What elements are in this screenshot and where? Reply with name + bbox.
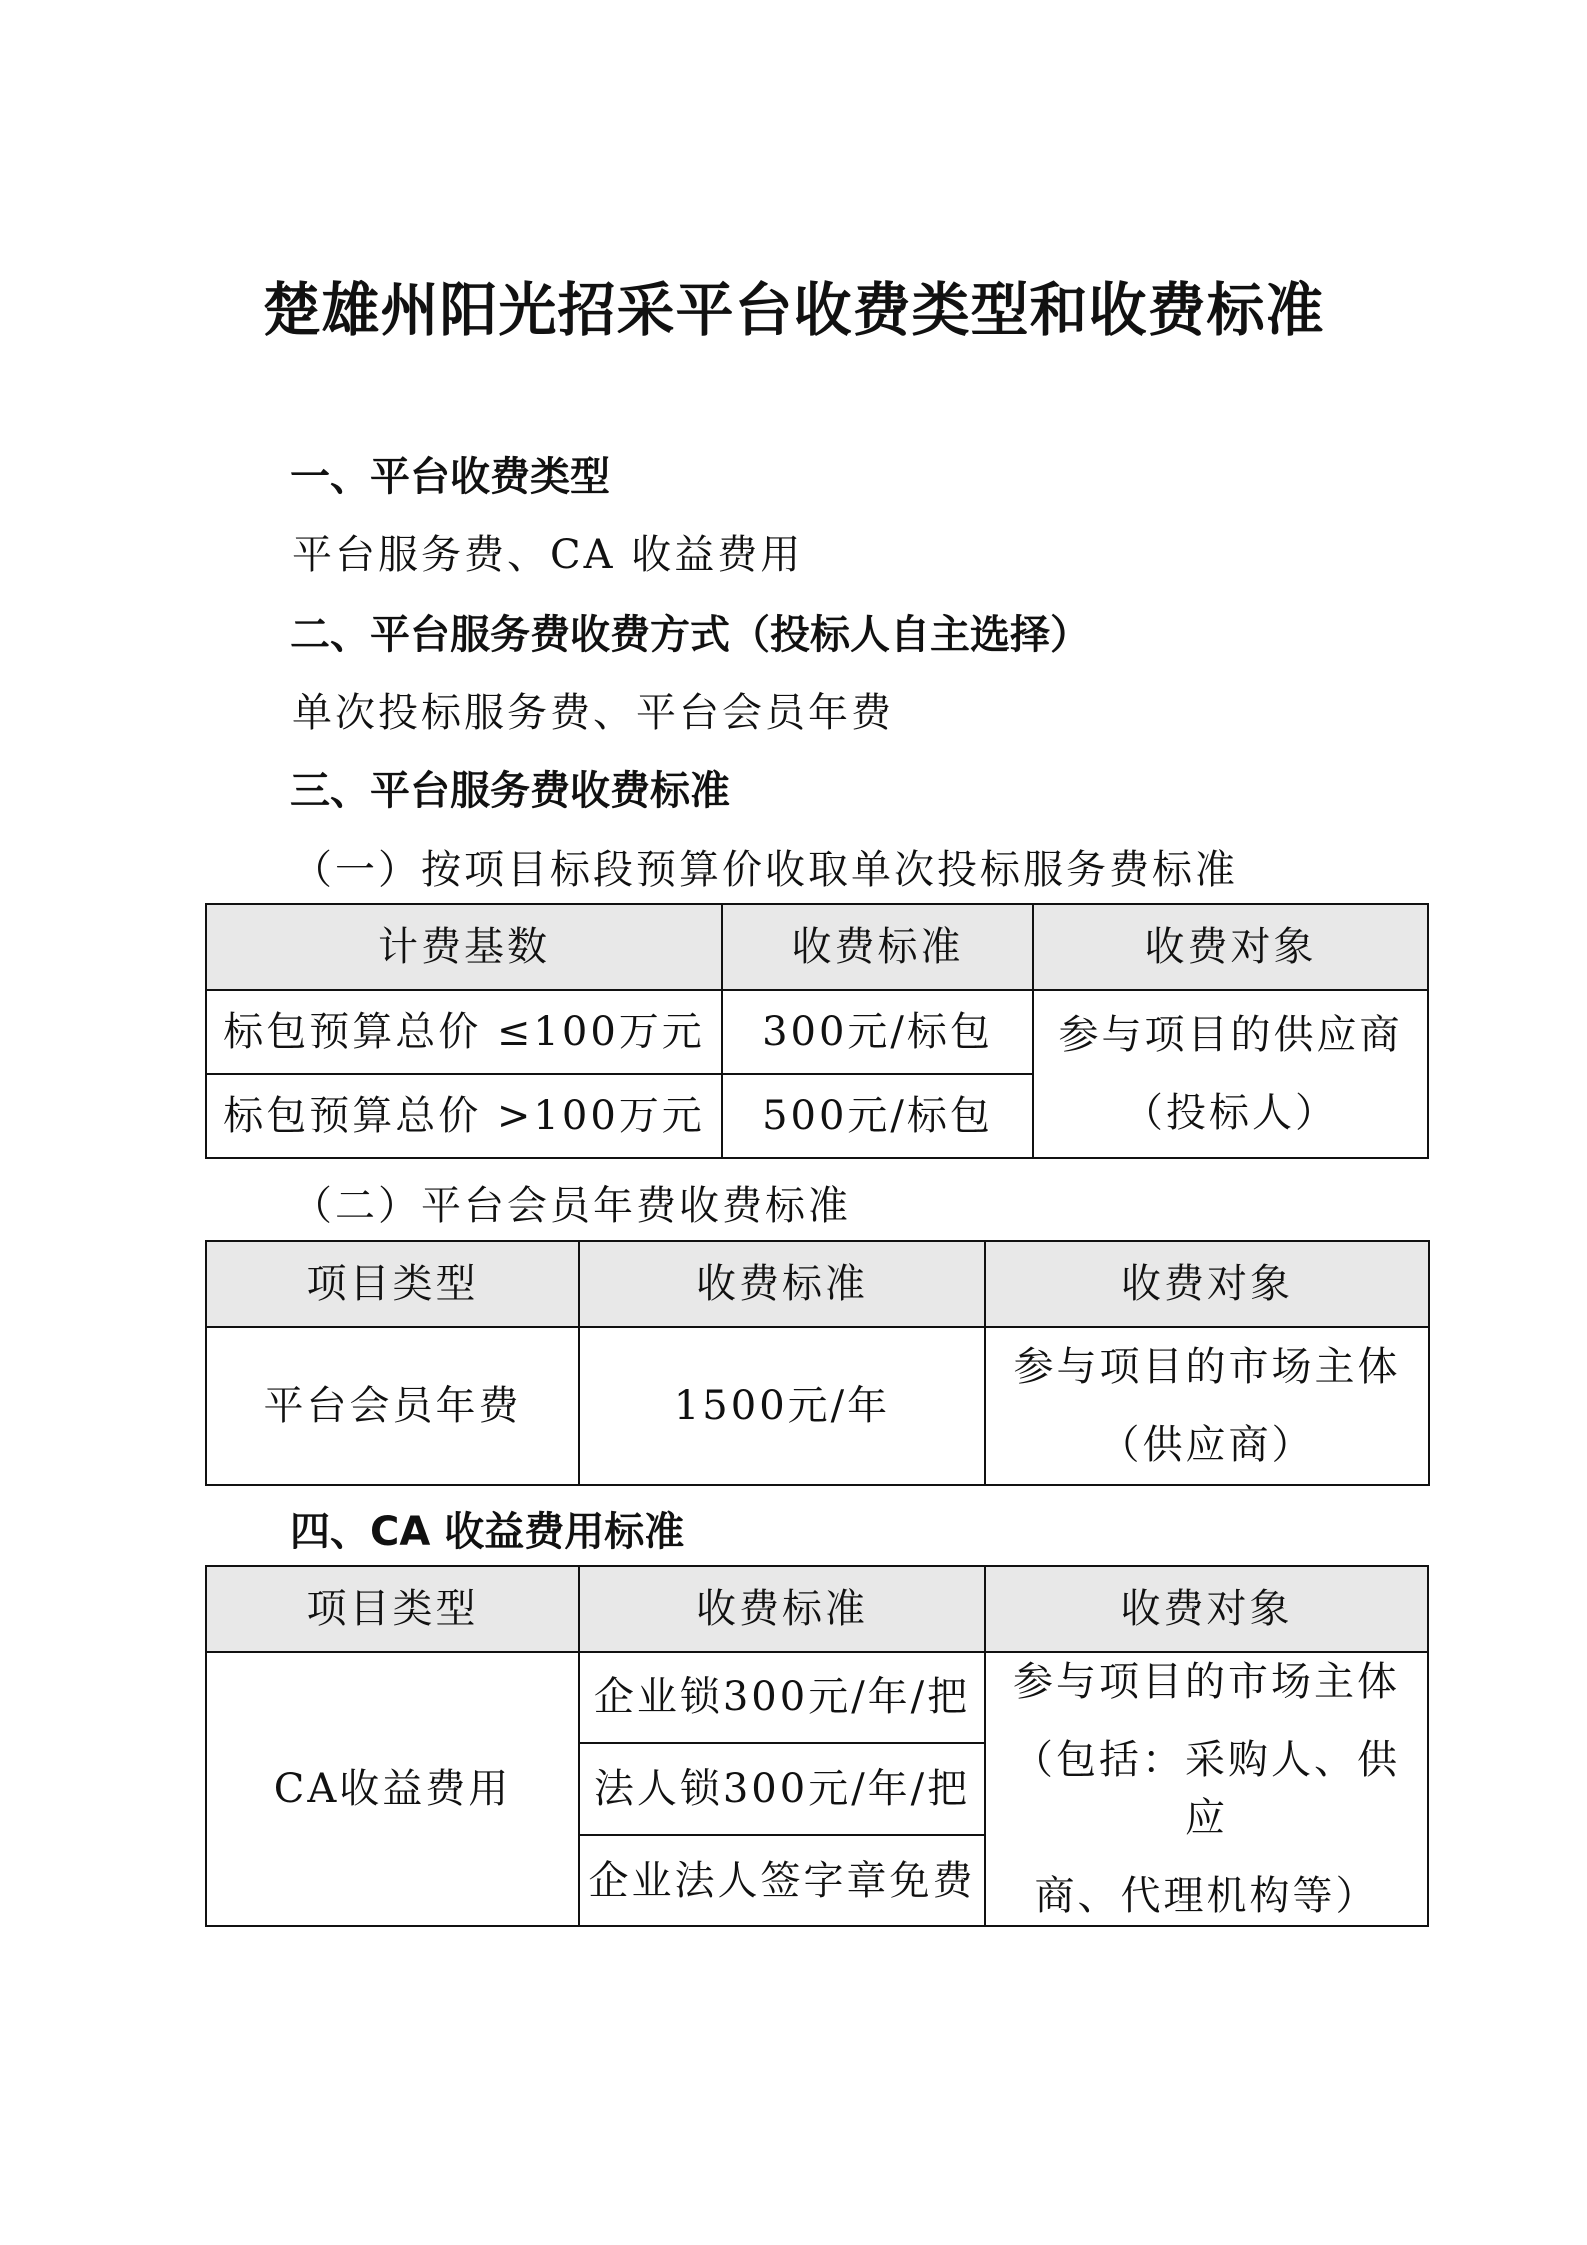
table-header-cell: 收费标准 (579, 1566, 985, 1652)
fee-standard-cell: 企业法人签字章免费 (579, 1835, 985, 1926)
fee-target-cell: 参与项目的市场主体 （供应商） (985, 1327, 1429, 1485)
project-type-cell: 平台会员年费 (206, 1327, 579, 1485)
section1-heading: 一、平台收费类型 (290, 454, 610, 500)
fee-standard-cell: 企业锁300元/年/把 (579, 1652, 985, 1743)
section4-heading: 四、CA 收益费用标准 (290, 1509, 685, 1555)
project-type-cell: CA收益费用 (206, 1652, 579, 1926)
fee-target-cell: 参与项目的供应商 （投标人） (1033, 990, 1428, 1158)
fee-basis-cell: 标包预算总价 >100万元 (206, 1074, 722, 1158)
table-row (206, 1327, 1429, 1485)
table-header-cell: 收费对象 (985, 1566, 1428, 1652)
table-header-cell: 项目类型 (206, 1241, 579, 1327)
table-header-cell: 计费基数 (206, 904, 722, 990)
fee-basis-cell: 标包预算总价 ≤100万元 (206, 990, 722, 1074)
document-title: 楚雄州阳光招采平台收费类型和收费标准 (262, 276, 1325, 344)
section3-subheading-2: （二）平台会员年费收费标准 (292, 1183, 851, 1229)
table-header-cell: 收费对象 (1033, 904, 1428, 990)
table-header-row (206, 1241, 1429, 1327)
table-header-cell: 收费标准 (579, 1241, 985, 1327)
bid-service-fee-table (205, 903, 1429, 1159)
table-header-cell: 项目类型 (206, 1566, 579, 1652)
fee-standard-cell: 法人锁300元/年/把 (579, 1743, 985, 1835)
table-row (206, 1652, 1428, 1743)
fee-standard-cell: 300元/标包 (722, 990, 1033, 1074)
section1-body: 平台服务费、CA 收益费用 (292, 532, 804, 578)
section2-heading: 二、平台服务费收费方式（投标人自主选择） (290, 612, 1090, 658)
table-header-cell: 收费标准 (722, 904, 1033, 990)
table-row (206, 990, 1428, 1074)
table-header-row (206, 1566, 1428, 1652)
ca-fee-table (205, 1565, 1429, 1927)
table-header-cell: 收费对象 (985, 1241, 1429, 1327)
fee-standard-cell: 500元/标包 (722, 1074, 1033, 1158)
section2-body: 单次投标服务费、平台会员年费 (292, 690, 894, 736)
section3-subheading-1: （一）按项目标段预算价收取单次投标服务费标准 (292, 847, 1238, 893)
fee-standard-cell: 1500元/年 (579, 1327, 985, 1485)
membership-fee-table (205, 1240, 1430, 1486)
section3-heading: 三、平台服务费收费标准 (290, 768, 730, 814)
table-header-row (206, 904, 1428, 990)
fee-target-cell: 参与项目的市场主体 （包括：采购人、供应 商、代理机构等） (985, 1652, 1428, 1926)
